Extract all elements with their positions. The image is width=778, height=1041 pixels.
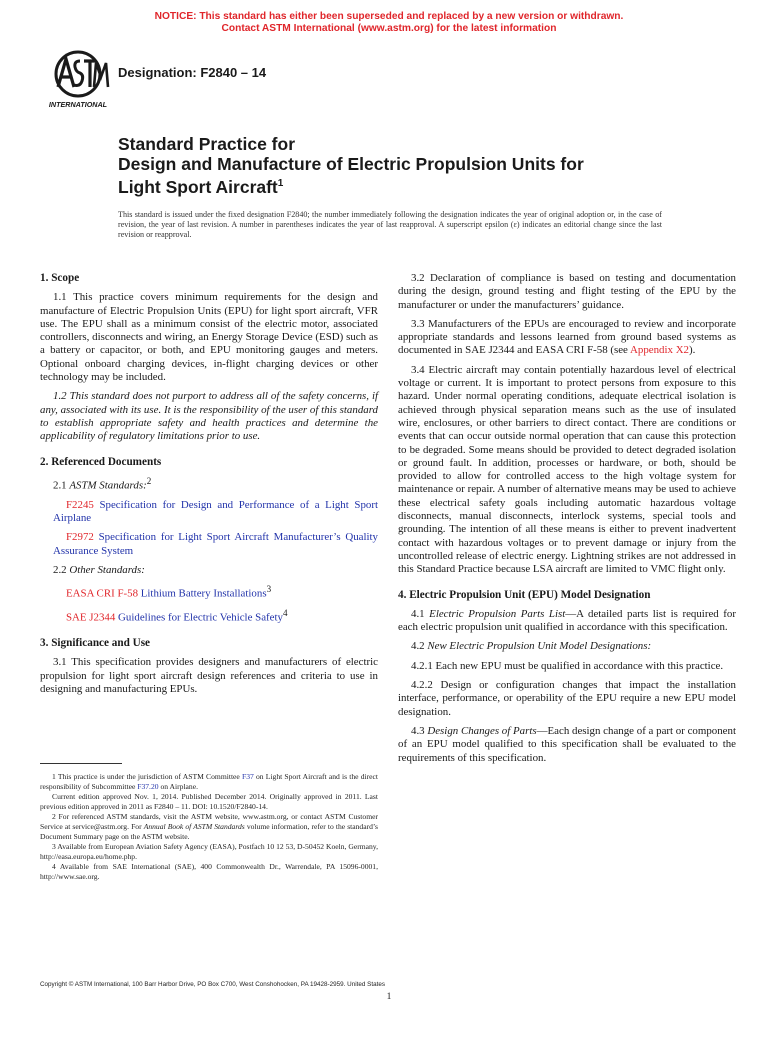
footnotes — [40, 772, 378, 883]
footnote-1-edition: Current edition approved Nov. 1, 2014. Published December 2014. Originally approved in 2011. Last previous edition approved in 2011 as F2840 – 11. DOI: 10.1520/F2840-14. — [40, 792, 378, 811]
footnote-2-text-2: volume information, refer to the standard’s Document Summary page on the ASTM website. — [40, 821, 378, 841]
committee-link[interactable]: F37 — [241, 772, 254, 781]
para-4-1-title: Electric Propulsion Parts List — [429, 607, 566, 620]
para-4-1-label: 4.1 — [411, 607, 430, 620]
reference-title-link[interactable]: Specification for Design and Performance of a Light Sport Airplane — [53, 498, 378, 525]
reference-easa — [40, 583, 378, 601]
para-4-3-label: 4.3 — [411, 724, 428, 737]
para-1-2 — [40, 390, 378, 443]
footnote-1-text-2: on Light Sport Aircraft and is the direct responsibility of Subcommittee — [40, 772, 378, 791]
subcommittee-link[interactable]: F37.20 — [137, 781, 159, 791]
section-heading-referenced-documents: 2. Referenced Documents — [40, 455, 162, 468]
para-4-2-1: 4.2.1 Each new EPU must be qualified in accordance with this practice. — [411, 659, 724, 672]
reference-sae — [40, 607, 378, 625]
notice-line-1: NOTICE: This standard has either been superseded and replaced by a new version or withdrawn. — [154, 11, 624, 22]
reference-code-link[interactable]: F2245 — [66, 498, 94, 511]
section-heading-epu-model: 4. Electric Propulsion Unit (EPU) Model Designation — [398, 588, 651, 601]
reference-title-link[interactable]: Lithium Battery Installations — [138, 587, 267, 600]
para-4-2 — [398, 640, 736, 653]
title-footnote-ref: 1 — [277, 178, 284, 189]
section-heading-scope: 1. Scope — [40, 272, 80, 284]
para-3-3-text: 3.3 Manufacturers of the EPUs are encouraged to review and incorporate appropriate standards and lessons learned from ground based systems as documented in SAE J2344 and EASA CRI F-58 (see — [398, 317, 736, 357]
para-1-2-text: 1.2 This standard does not purport to address all of the safety concerns, if any, associated with its use. It is the responsibility of the user of this standard to establish appropriate safety and health practices and determine the applicability of regulatory limitations prior to use. — [40, 390, 378, 443]
footnote-divider — [40, 763, 122, 764]
para-3-3 — [398, 318, 736, 358]
title-line-2: Design and Manufacture of Electric Propulsion Units for — [118, 154, 584, 174]
logo-label: INTERNATIONAL — [48, 100, 108, 109]
para-2-1-label: 2.1 — [53, 479, 70, 492]
title-line-3 — [118, 174, 584, 197]
document-title — [118, 134, 584, 197]
title-line-3-text: Light Sport Aircraft — [118, 176, 278, 197]
footnote-2-text: 2 For referenced ASTM standards, visit the ASTM website, www.astm.org, or contact ASTM Customer Service at service@astm.org. For — [40, 812, 378, 831]
reference-code-link[interactable]: F2972 — [66, 531, 94, 544]
para-3-4: 3.4 Electric aircraft may contain potentially hazardous level of electrical voltage or current. It is important to protect persons from exposure to this hazard. Under normal operating conditions, adequate electrical isolation is achieved through physical separation means such as the use of insulated wire, enclosures, or other barriers to direct contact. There are conditions or events that can occur outside normal operation that can cause this protection to be degraded. Some means should be provided to detect degraded isolation or ground fault. In addition, processes or hardware, or both, should be provided to allow for controlled access to the high voltage system for maintenance or repair. A number of alternative means may be used to achieve these electrical safety goals including automatic hazardous voltage disconnects, manual disconnects, interlock systems, special tools and grounding. The intention of all these means is either to prevent inadvertent contact with hazardous voltages or to prevent damage or injury from the uncontrolled release of electric energy. Lightning strikes are not addressed in this Standard Practice because LSA aircraft are limited to VMC flight only. — [398, 363, 736, 576]
reference-code-link[interactable]: SAE J2344 — [66, 611, 116, 624]
reference-footnote-ref: 4 — [282, 608, 288, 619]
para-3-1: 3.1 This specification provides designers and manufacturers of electric propulsion for light sport aircraft design references and criteria to use in designing and manufacturing EPUs. — [40, 656, 378, 695]
footnote-3: 3 Available from European Aviation Safety Agency (EASA), Postfach 10 12 53, D-50452 Koeln, Germany, http://easa.europa.eu/home.php. — [40, 842, 378, 861]
reference-title-link[interactable]: Guidelines for Electric Vehicle Safety — [115, 611, 283, 624]
reference-f2972 — [40, 531, 378, 558]
para-4-2-2: 4.2.2 Design or configuration changes that impact the installation interface, performance, or operability of the EPU require a new EPU model designation. — [398, 679, 736, 718]
footnote-1-text-3: on Airplane. — [158, 781, 198, 791]
notice-line-2: Contact ASTM International (www.astm.org) for the latest information — [221, 23, 557, 34]
reference-footnote-ref: 3 — [266, 584, 272, 595]
right-column — [398, 272, 736, 771]
page-number: 1 — [386, 992, 392, 1002]
para-4-3 — [398, 725, 736, 765]
para-2-2-label: 2.2 — [53, 563, 70, 576]
para-3-3-end: ). — [689, 344, 696, 357]
para-4-3-text: —Each design change of a part or component of an EPU model qualified to this specification shall be evaluated to the requirements of this specification. — [398, 724, 736, 764]
astm-logo-icon — [44, 47, 112, 109]
footnote-1 — [40, 772, 378, 791]
title-line-1: Standard Practice for — [118, 134, 295, 154]
designation: Designation: F2840 – 14 — [118, 65, 267, 80]
para-2-1-title: ASTM Standards: — [69, 479, 147, 492]
para-4-2-label: 4.2 — [411, 640, 428, 653]
para-2-2-title: Other Standards: — [69, 563, 145, 576]
appendix-link[interactable]: Appendix X2 — [630, 344, 689, 357]
reference-code-link[interactable]: EASA CRI F-58 — [66, 587, 139, 600]
reference-f2245 — [40, 499, 378, 526]
para-4-1 — [398, 608, 736, 635]
footnote-2-italic: Annual Book of ASTM Standards — [143, 821, 245, 831]
para-4-2-title: New Electric Propulsion Unit Model Designations: — [427, 640, 652, 653]
para-2-2 — [40, 564, 378, 577]
para-4-3-title: Design Changes of Parts — [427, 724, 537, 737]
copyright-notice: Copyright © ASTM International, 100 Barr Harbor Drive, PO Box C700, West Conshohocken, PA 19428-2959. United States — [40, 981, 385, 988]
footnote-4: 4 Available from SAE International (SAE), 400 Commonwealth Dr., Warrendale, PA 15096-0001, http://www.sae.org. — [40, 862, 378, 881]
issue-note: This standard is issued under the fixed designation F2840; the number immediately following the designation indicates the year of original adoption or, in the case of revision, the year of last revision. A number in parentheses indicates the year of last reapproval. A superscript epsilon (ε) indicates an editorial change since the last revision or reapproval. — [118, 210, 662, 239]
left-column — [40, 272, 378, 702]
withdrawal-notice — [0, 11, 778, 35]
section-heading-significance: 3. Significance and Use — [40, 637, 151, 650]
footnote-1-text: 1 This practice is under the jurisdiction of ASTM Committee — [52, 772, 242, 781]
para-4-1-text: —A detailed parts list is required for each electric propulsion unit qualified in accordance with this specification. — [398, 607, 736, 634]
para-2-1-footnote-ref: 2 — [146, 475, 152, 486]
para-1-1: 1.1 This practice covers minimum requirements for the design and manufacture of Electric Propulsion Units (EPU) for light sport aircraft, VFR use. The EPU shall as a minimum consist of the electric motor, associated controllers, disconnects and wiring, an Energy Storage Device (ESD) such as a battery or capacitor, or both, and EPU monitoring gauges and meters. Optional onboard charging devices, in-flight charging devices or other technology may be included. — [40, 291, 378, 384]
para-2-1 — [40, 475, 378, 493]
footnote-2 — [40, 812, 378, 841]
para-3-2: 3.2 Declaration of compliance is based on testing and documentation during the design, ground testing and flight testing of the EPU by the manufacturer or under the manufacturers’ guidance. — [398, 272, 736, 311]
reference-title-link[interactable]: Specification for Light Sport Aircraft Manufacturer’s Quality Assurance System — [53, 531, 378, 557]
